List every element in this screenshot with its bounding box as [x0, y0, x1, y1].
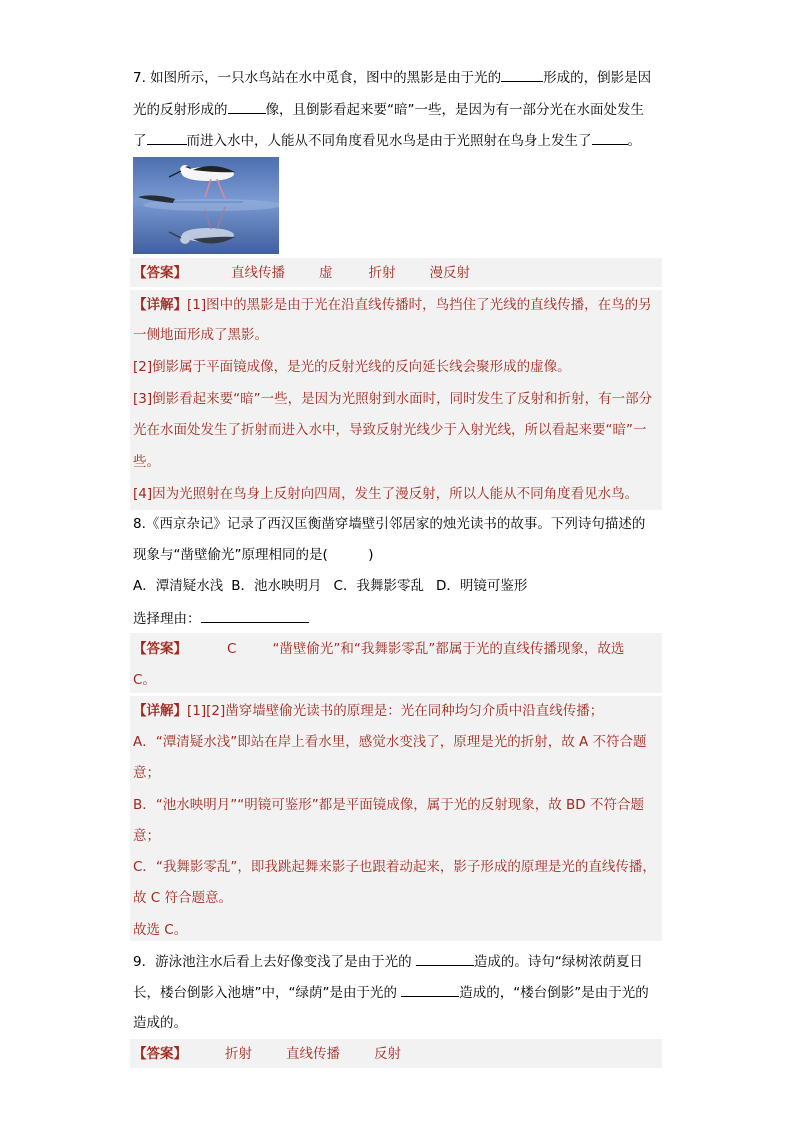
- water-bird-image: [133, 157, 279, 254]
- q8-detail-2: A．“潭清疑水浅”即站在岸上看水里，感觉水变浅了，原理是光的折射，故 A 不符合题: [133, 734, 647, 750]
- q8-line-1: 8.《西京杂记》记录了西汉匡衡凿穿墙壁引邻居家的烛光读书的故事。下列诗句描述的: [133, 516, 646, 532]
- q7-text: 7. 如图所示，一只水鸟站在水中觅食，图中的黑影是由于光的: [133, 70, 502, 86]
- q8-options: [133, 576, 527, 596]
- q7-blank-3[interactable]: [147, 130, 187, 145]
- q7-detail-7: [4]因为光照射在鸟身上反射向四周，发生了漫反射，所以人能从不同角度看见水鸟。: [133, 486, 639, 502]
- q9-line-1: [133, 951, 643, 972]
- q8-option-c[interactable]: C．我舞影零乱: [333, 578, 424, 594]
- q8-answer-reason: “凿壁偷光”和“我舞影零乱”都属于光的直线传播现象，故选: [272, 641, 625, 657]
- q8-detail-8: 故选 C。: [133, 922, 188, 938]
- q8-detail-text: [1][2]凿穿墙壁偷光读书的原理是：光在同种均匀介质中沿直线传播；: [187, 703, 604, 719]
- q7-detail-5: 光在水面处发生了折射而进入水中，导致反射光线少于入射光线，所以看起来要“暗”一: [133, 422, 647, 438]
- q8-option-b[interactable]: B．池水映明月: [231, 578, 322, 594]
- q9-blank-2[interactable]: [401, 982, 459, 997]
- q9-answer: [133, 1044, 401, 1064]
- q7-line-1: [133, 67, 651, 88]
- q9-blank-1[interactable]: [416, 951, 474, 966]
- q7-text: 形成的，倒影是因: [543, 70, 652, 86]
- q8-detail-4: B．“池水映明月”“明镜可鉴形”都是平面镜成像，属于光的反射现象，故 BD 不符合题: [133, 797, 644, 813]
- q9-text: 造成的，“楼台倒影”是由于光的: [459, 985, 649, 1001]
- q7-answer-2: 虚: [319, 265, 333, 281]
- q9-text: 造成的。诗句“绿树浓荫夏日: [473, 954, 643, 970]
- answer-tag: 【答案】: [133, 641, 187, 657]
- q8-answer: [133, 639, 624, 659]
- q9-answer-1: 折射: [225, 1046, 252, 1062]
- q8-detail-3: 意；: [133, 765, 160, 781]
- q8-answer-reason-2: C。: [133, 672, 156, 688]
- q7-answer-3: 折射: [368, 265, 396, 281]
- q9-answer-3: 反射: [374, 1046, 401, 1062]
- q7-answer-4: 漫反射: [429, 265, 470, 281]
- q7-detail-6: 些。: [133, 454, 160, 470]
- detail-tag: 【详解】: [133, 297, 187, 313]
- q8-line-2: 现象与“凿壁偷光”原理相同的是( ): [133, 547, 374, 563]
- q7-text: 了: [133, 133, 147, 149]
- water-bird-photo: [133, 157, 279, 254]
- q8-option-d[interactable]: D．明镜可鉴形: [435, 578, 528, 594]
- q7-detail-4: [3]倒影看起来要“暗”一些，是因为光照射到水面时，同时发生了反射和折射，有一部分: [133, 391, 653, 407]
- q7-detail-text: [1]图中的黑影是由于光在沿直线传播时，鸟挡住了光线的直线传播，在鸟的另: [187, 297, 652, 313]
- q8-reason-label: 选择理由：: [133, 611, 201, 627]
- q7-detail-3: [2]倒影属于平面镜成像，是光的反射光线的反向延长线会聚形成的虚像。: [133, 359, 571, 375]
- q9-text: 长，楼台倒影入池塘”中，“绿荫”是由于光的: [133, 985, 402, 1001]
- q8-detail-1: [133, 701, 603, 721]
- q7-text: 光的反射形成的: [133, 102, 228, 118]
- q7-answer-1: 直线传播: [231, 265, 285, 281]
- q7-text: 像，且倒影看起来要“暗”一些，是因为有一部分光在水面处发生: [265, 102, 644, 118]
- q7-blank-1[interactable]: [501, 67, 543, 82]
- answer-tag: 【答案】: [133, 265, 187, 281]
- q7-blank-4[interactable]: [592, 130, 628, 145]
- q7-blank-2[interactable]: [228, 99, 266, 114]
- q8-answer-choice: C: [227, 641, 237, 657]
- q8-reason-blank[interactable]: [201, 608, 309, 623]
- q8-detail-5: 意；: [133, 828, 160, 844]
- q9-text: 9．游泳池注水后看上去好像变浅了是由于光的: [133, 954, 416, 970]
- q8-reason: [133, 608, 309, 629]
- detail-tag: 【详解】: [133, 703, 187, 719]
- q7-line-2: [133, 99, 644, 120]
- q9-answer-2: 直线传播: [286, 1046, 340, 1062]
- q7-detail-1: [133, 295, 652, 315]
- q9-line-3: 造成的。: [133, 1015, 187, 1031]
- q7-detail-2: 一侧地面形成了黑影。: [133, 327, 268, 343]
- q8-detail-7: 故 C 符合题意。: [133, 890, 233, 906]
- q8-detail-6: C．“我舞影零乱”，即我跳起舞来影子也跟着动起来，影子形成的原理是光的直线传播，: [133, 859, 656, 875]
- q7-text: 。: [627, 133, 641, 149]
- answer-tag: 【答案】: [133, 1046, 187, 1062]
- q8-option-a[interactable]: A．潭清疑水浅: [133, 578, 224, 594]
- q9-line-2: [133, 982, 649, 1003]
- q7-answer: [133, 263, 470, 283]
- q7-text: 而进入水中，人能从不同角度看见水鸟是由于光照射在鸟身上发生了: [186, 133, 592, 149]
- q7-line-3: [133, 130, 641, 151]
